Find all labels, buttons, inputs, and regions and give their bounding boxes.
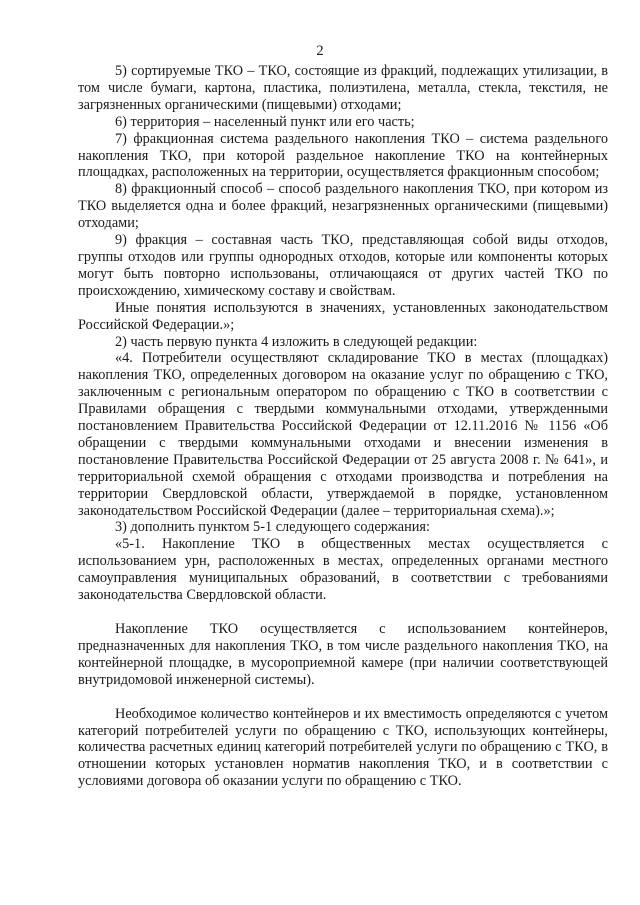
paragraph-item-6: 6) территория – населенный пункт или его часть; bbox=[115, 113, 415, 130]
paragraph-clause-5-1: «5-1. Накопление ТКО в общественных местах осуществляется с использованием урн, расположенных в местах, определенных органами местного самоуправления муниципальных образований, в соответствии с требованиями законодательства Свердловской области. bbox=[78, 536, 608, 604]
paragraph-item-7: 7) фракционная система раздельного накопления ТКО – система раздельного накопления ТКО, при которой раздельное накопление ТКО на контейнерных площадках, расположенных на территории, осуществляется фракционным способом; bbox=[78, 130, 608, 181]
paragraph-item-5: 5) сортируемые ТКО – ТКО, состоящие из фракций, подлежащих утилизации, в том числе бумаги, картона, пластика, полиэтилена, металла, стекла, текстиля, не загрязненных органическими (пищевыми) отходами; bbox=[78, 63, 608, 113]
paragraph-item-9: 9) фракция – составная часть ТКО, представляющая собой виды отходов, группы отходов или группы однородных отходов, которые или компоненты которых могут быть повторно использованы, отличающаяся от других частей ТКО по происхождению, химическому составу и свойствам. bbox=[78, 232, 608, 299]
paragraph-amendment-2: 2) часть первую пункта 4 изложить в следующей редакции: bbox=[115, 333, 478, 350]
document-body bbox=[78, 63, 608, 790]
paragraph-other-terms: Иные понятия используются в значениях, установленных законодательством Российской Федерации.»; bbox=[78, 299, 608, 333]
paragraph-clause-4: «4. Потребители осуществляют складирование ТКО в местах (площадках) накопления ТКО, определенных договором на оказание услуг по обращению с ТКО, заключенным с региональным оператором по обращению с ТКО в соответствии с Правилами обращения с твердыми коммунальными отходами, утвержденными постановлением Правительства Российской Федерации от 12.11.2016 № 1156 «Об обращении с твердыми коммунальными отходами и внесении изменения в постановление Правительства Российской Федерации от 25 августа 2008 г. № 641», и территориальной схемой обращения с отходами производства и потребления на территории Свердловской области, утверждаемой в порядке, установленном законодательством Российской Федерации (далее – территориальная схема).»; bbox=[78, 350, 608, 519]
page-number: 2 bbox=[316, 43, 324, 59]
paragraph-containers-usage: Накопление ТКО осуществляется с использованием контейнеров, предназначенных для накопления ТКО, в том числе раздельного накопления ТКО, на контейнерной площадке, в мусороприемной камере (при наличии соответствующей внутридомовой инженерной системы). bbox=[78, 621, 608, 688]
paragraph-containers-quantity: Необходимое количество контейнеров и их вместимость определяются с учетом категорий потребителей услуги по обращению с ТКО, использующих контейнеры, количества расчетных единиц категорий потребителей услуги по обращению с ТКО, в отношении которых установлен норматив накопления ТКО, и в соответствии с условиями договора об оказании услуги по обращению с ТКО. bbox=[78, 705, 608, 790]
paragraph-item-8: 8) фракционный способ – способ раздельного накопления ТКО, при котором из ТКО выделяется одна и более фракций, незагрязненных органическими (пищевыми) отходами; bbox=[78, 181, 608, 232]
paragraph-amendment-3: 3) дополнить пунктом 5-1 следующего содержания: bbox=[115, 519, 430, 536]
